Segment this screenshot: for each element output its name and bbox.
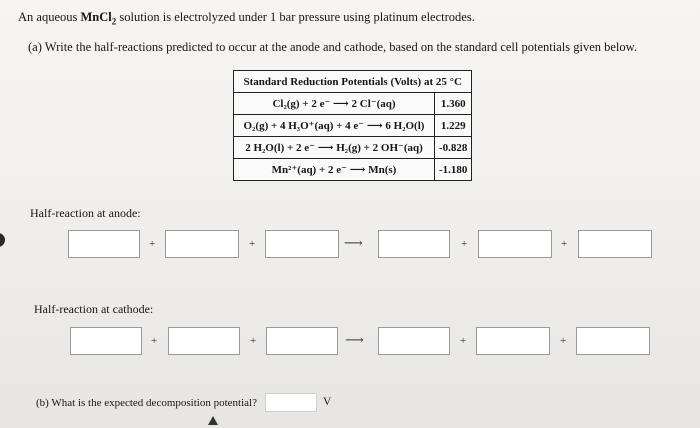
unit-label: V — [323, 396, 332, 408]
reaction-cell: Cl₂(g) + 2 e⁻ ⟶ 2 Cl⁻(aq) — [234, 93, 435, 115]
side-indicator — [0, 233, 5, 247]
anode-reactant-1-box[interactable] — [68, 230, 140, 258]
table-row — [234, 159, 472, 181]
decomposition-potential-input[interactable] — [265, 393, 317, 412]
cathode-product-3-box[interactable] — [576, 327, 650, 355]
reaction-cell: O₂(g) + 4 H₃O⁺(aq) + 4 e⁻ ⟶ 6 H₂O(l) — [234, 115, 435, 137]
table-row — [234, 115, 472, 137]
anode-label: Half-reaction at anode: — [30, 206, 141, 220]
potential-cell: -1.180 — [435, 159, 472, 181]
reaction-cell: Mn²⁺(aq) + 2 e⁻ ⟶ Mn(s) — [234, 159, 435, 181]
cathode-reactant-3-box[interactable] — [266, 327, 338, 355]
part-a-prompt: (a) Write the half-reactions predicted to occur at the anode and cathode, based on the standard cell potentials given below. — [28, 40, 637, 54]
part-b-prompt: (b) What is the expected decomposition potential? — [36, 397, 257, 409]
reaction-cell: 2 H₂O(l) + 2 e⁻ ⟶ H₂(g) + 2 OH⁻(aq) — [234, 137, 435, 159]
anode-reactant-2-box[interactable] — [165, 230, 239, 258]
question-intro: An aqueous MnCl$_2$ solution is electrolyzed under 1 bar pressure using platinum electrodes. — [18, 10, 475, 27]
reduction-potentials-table — [233, 70, 472, 181]
cathode-label: Half-reaction at cathode: — [34, 302, 154, 316]
table-row — [234, 93, 472, 115]
cathode-product-2-box[interactable] — [476, 327, 550, 355]
anode-reactant-3-box[interactable] — [265, 230, 339, 258]
reaction-arrow: ⟶ — [345, 332, 364, 347]
plus-sign: + — [151, 335, 158, 347]
cathode-reactant-2-box[interactable] — [168, 327, 240, 355]
plus-sign: + — [561, 238, 568, 250]
cathode-product-1-box[interactable] — [378, 327, 450, 355]
plus-sign: + — [460, 335, 467, 347]
table-header: Standard Reduction Potentials (Volts) at 25 °C — [234, 71, 472, 93]
anode-product-3-box[interactable] — [578, 230, 652, 258]
reaction-arrow: ⟶ — [344, 235, 363, 250]
mouse-cursor-icon — [208, 416, 218, 425]
plus-sign: + — [560, 335, 567, 347]
formula: MnCl — [80, 10, 112, 24]
anode-product-1-box[interactable] — [378, 230, 450, 258]
cathode-reactant-1-box[interactable] — [70, 327, 142, 355]
potential-cell: 1.229 — [435, 115, 472, 137]
plus-sign: + — [249, 238, 256, 250]
table-row — [234, 137, 472, 159]
potential-cell: 1.360 — [435, 93, 472, 115]
anode-product-2-box[interactable] — [478, 230, 552, 258]
plus-sign: + — [250, 335, 257, 347]
plus-sign: + — [461, 238, 468, 250]
potential-cell: -0.828 — [435, 137, 472, 159]
plus-sign: + — [149, 238, 156, 250]
